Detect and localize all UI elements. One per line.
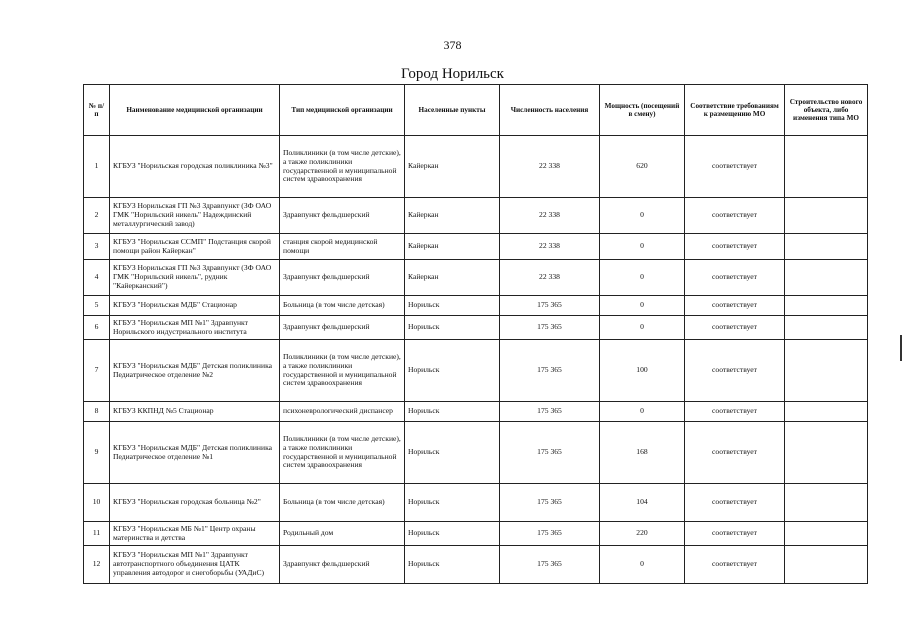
cell-capacity: 0 bbox=[600, 402, 685, 422]
cell-org: КГБУЗ "Норильская МБ №1" Центр охраны материнства и детства bbox=[110, 522, 280, 546]
header-capacity: Мощность (посещений в смену) bbox=[600, 85, 685, 136]
cell-capacity: 0 bbox=[600, 546, 685, 584]
cell-population: 175 365 bbox=[500, 484, 600, 522]
cell-population: 22 338 bbox=[500, 234, 600, 260]
header-locality: Населенные пункты bbox=[405, 85, 500, 136]
table-row bbox=[84, 198, 868, 234]
cell-type: психоневрологический диспансер bbox=[280, 402, 405, 422]
cell-capacity: 220 bbox=[600, 522, 685, 546]
cell-capacity: 168 bbox=[600, 422, 685, 484]
header-compliance: Соответствие требованиям к размещению МО bbox=[685, 85, 785, 136]
cell-locality: Норильск bbox=[405, 296, 500, 316]
cell-org: КГБУЗ "Норильская ССМП" Подстанция скорой помощи район Кайеркан" bbox=[110, 234, 280, 260]
cell-num: 11 bbox=[84, 522, 110, 546]
cell-locality: Норильск bbox=[405, 422, 500, 484]
cell-capacity: 104 bbox=[600, 484, 685, 522]
cell-compliance: соответствует bbox=[685, 546, 785, 584]
city-title: Город Норильск bbox=[401, 66, 504, 82]
page-number: 378 bbox=[443, 38, 462, 52]
cell-locality: Норильск bbox=[405, 402, 500, 422]
cell-num: 2 bbox=[84, 198, 110, 234]
cell-population: 175 365 bbox=[500, 340, 600, 402]
cell-num: 1 bbox=[84, 136, 110, 198]
cell-capacity: 0 bbox=[600, 260, 685, 296]
cell-type: Родильный дом bbox=[280, 522, 405, 546]
cell-locality: Кайеркан bbox=[405, 136, 500, 198]
cell-locality: Норильск bbox=[405, 546, 500, 584]
cell-num: 6 bbox=[84, 316, 110, 340]
cell-org: КГБУЗ "Норильская МП №1" Здравпункт автотранспортного объединения ЦАТК управления автодорог и снегоборьбы (УАДиС) bbox=[110, 546, 280, 584]
header-row bbox=[84, 85, 868, 136]
cell-compliance: соответствует bbox=[685, 522, 785, 546]
cell-compliance: соответствует bbox=[685, 296, 785, 316]
cell-org: КГБУЗ "Норильская МП №1" Здравпункт Норильского индустриального института bbox=[110, 316, 280, 340]
cell-num: 3 bbox=[84, 234, 110, 260]
cell-type: Больница (в том числе детская) bbox=[280, 484, 405, 522]
cell-locality: Кайеркан bbox=[405, 260, 500, 296]
table-row bbox=[84, 316, 868, 340]
cell-compliance: соответствует bbox=[685, 402, 785, 422]
cell-population: 175 365 bbox=[500, 546, 600, 584]
cell-type: Больница (в том числе детская) bbox=[280, 296, 405, 316]
header-population: Численность населения bbox=[500, 85, 600, 136]
table-row bbox=[84, 234, 868, 260]
cell-construction bbox=[785, 340, 868, 402]
cell-org: КГБУЗ Норильская ГП №3 Здравпункт (ЗФ ОАО ГМК "Норильский никель", рудник "Кайерканский") bbox=[110, 260, 280, 296]
cell-construction bbox=[785, 546, 868, 584]
cell-org: КГБУЗ "Норильская МДБ" Стационар bbox=[110, 296, 280, 316]
cell-population: 175 365 bbox=[500, 522, 600, 546]
cell-org: КГБУЗ "Норильская городская больница №2" bbox=[110, 484, 280, 522]
cell-num: 10 bbox=[84, 484, 110, 522]
scan-edge-mark bbox=[900, 335, 902, 361]
table-row bbox=[84, 260, 868, 296]
cell-population: 175 365 bbox=[500, 402, 600, 422]
cell-compliance: соответствует bbox=[685, 260, 785, 296]
cell-population: 175 365 bbox=[500, 316, 600, 340]
cell-population: 175 365 bbox=[500, 422, 600, 484]
table-row bbox=[84, 136, 868, 198]
cell-compliance: соответствует bbox=[685, 316, 785, 340]
cell-num: 9 bbox=[84, 422, 110, 484]
cell-locality: Норильск bbox=[405, 484, 500, 522]
table-row bbox=[84, 546, 868, 584]
cell-construction bbox=[785, 260, 868, 296]
cell-num: 5 bbox=[84, 296, 110, 316]
cell-type: Здравпункт фельдшерский bbox=[280, 546, 405, 584]
cell-locality: Норильск bbox=[405, 522, 500, 546]
cell-locality: Норильск bbox=[405, 316, 500, 340]
cell-capacity: 0 bbox=[600, 296, 685, 316]
cell-construction bbox=[785, 484, 868, 522]
cell-construction bbox=[785, 136, 868, 198]
cell-type: Поликлиники (в том числе детские), а также поликлиники государственной и муниципальной систем здравоохранения bbox=[280, 422, 405, 484]
cell-construction bbox=[785, 402, 868, 422]
cell-compliance: соответствует bbox=[685, 234, 785, 260]
table-row bbox=[84, 402, 868, 422]
cell-compliance: соответствует bbox=[685, 484, 785, 522]
header-type: Тип медицинской организации bbox=[280, 85, 405, 136]
table-row bbox=[84, 422, 868, 484]
cell-compliance: соответствует bbox=[685, 422, 785, 484]
header-org: Наименование медицинской организации bbox=[110, 85, 280, 136]
cell-type: станция скорой медицинской помощи bbox=[280, 234, 405, 260]
cell-capacity: 0 bbox=[600, 234, 685, 260]
table-row bbox=[84, 340, 868, 402]
cell-capacity: 100 bbox=[600, 340, 685, 402]
table-row bbox=[84, 296, 868, 316]
cell-construction bbox=[785, 296, 868, 316]
cell-type: Поликлиники (в том числе детские), а также поликлиники государственной и муниципальной систем здравоохранения bbox=[280, 136, 405, 198]
cell-type: Здравпункт фельдшерский bbox=[280, 198, 405, 234]
cell-capacity: 620 bbox=[600, 136, 685, 198]
cell-num: 4 bbox=[84, 260, 110, 296]
facilities-table bbox=[83, 84, 868, 584]
cell-construction bbox=[785, 316, 868, 340]
cell-locality: Норильск bbox=[405, 340, 500, 402]
cell-construction bbox=[785, 522, 868, 546]
cell-org: КГБУЗ "Норильская городская поликлиника №3" bbox=[110, 136, 280, 198]
cell-capacity: 0 bbox=[600, 198, 685, 234]
cell-locality: Кайеркан bbox=[405, 234, 500, 260]
cell-type: Здравпункт фельдшерский bbox=[280, 260, 405, 296]
cell-construction bbox=[785, 198, 868, 234]
cell-compliance: соответствует bbox=[685, 340, 785, 402]
cell-locality: Кайеркан bbox=[405, 198, 500, 234]
header-num: № п/п bbox=[84, 85, 110, 136]
cell-type: Здравпункт фельдшерский bbox=[280, 316, 405, 340]
cell-compliance: соответствует bbox=[685, 198, 785, 234]
header-construction: Строительство нового объекта, либо изменения типа МО bbox=[785, 85, 868, 136]
cell-org: КГБУЗ Норильская ГП №3 Здравпункт (ЗФ ОАО ГМК "Норильский никель" Надеждинский металлургический завод) bbox=[110, 198, 280, 234]
cell-population: 22 338 bbox=[500, 198, 600, 234]
cell-type: Поликлиники (в том числе детские), а также поликлиники государственной и муниципальной систем здравоохранения bbox=[280, 340, 405, 402]
table-row bbox=[84, 484, 868, 522]
cell-capacity: 0 bbox=[600, 316, 685, 340]
cell-construction bbox=[785, 234, 868, 260]
cell-population: 22 338 bbox=[500, 260, 600, 296]
cell-construction bbox=[785, 422, 868, 484]
cell-compliance: соответствует bbox=[685, 136, 785, 198]
cell-org: КГБУЗ "Норильская МДБ" Детская поликлиника Педиатрическое отделение №2 bbox=[110, 340, 280, 402]
cell-org: КГБУЗ "Норильская МДБ" Детская поликлиника Педиатрическое отделение №1 bbox=[110, 422, 280, 484]
cell-population: 175 365 bbox=[500, 296, 600, 316]
cell-num: 12 bbox=[84, 546, 110, 584]
table-row bbox=[84, 522, 868, 546]
cell-num: 7 bbox=[84, 340, 110, 402]
cell-population: 22 338 bbox=[500, 136, 600, 198]
cell-org: КГБУЗ ККПНД №5 Стационар bbox=[110, 402, 280, 422]
cell-num: 8 bbox=[84, 402, 110, 422]
